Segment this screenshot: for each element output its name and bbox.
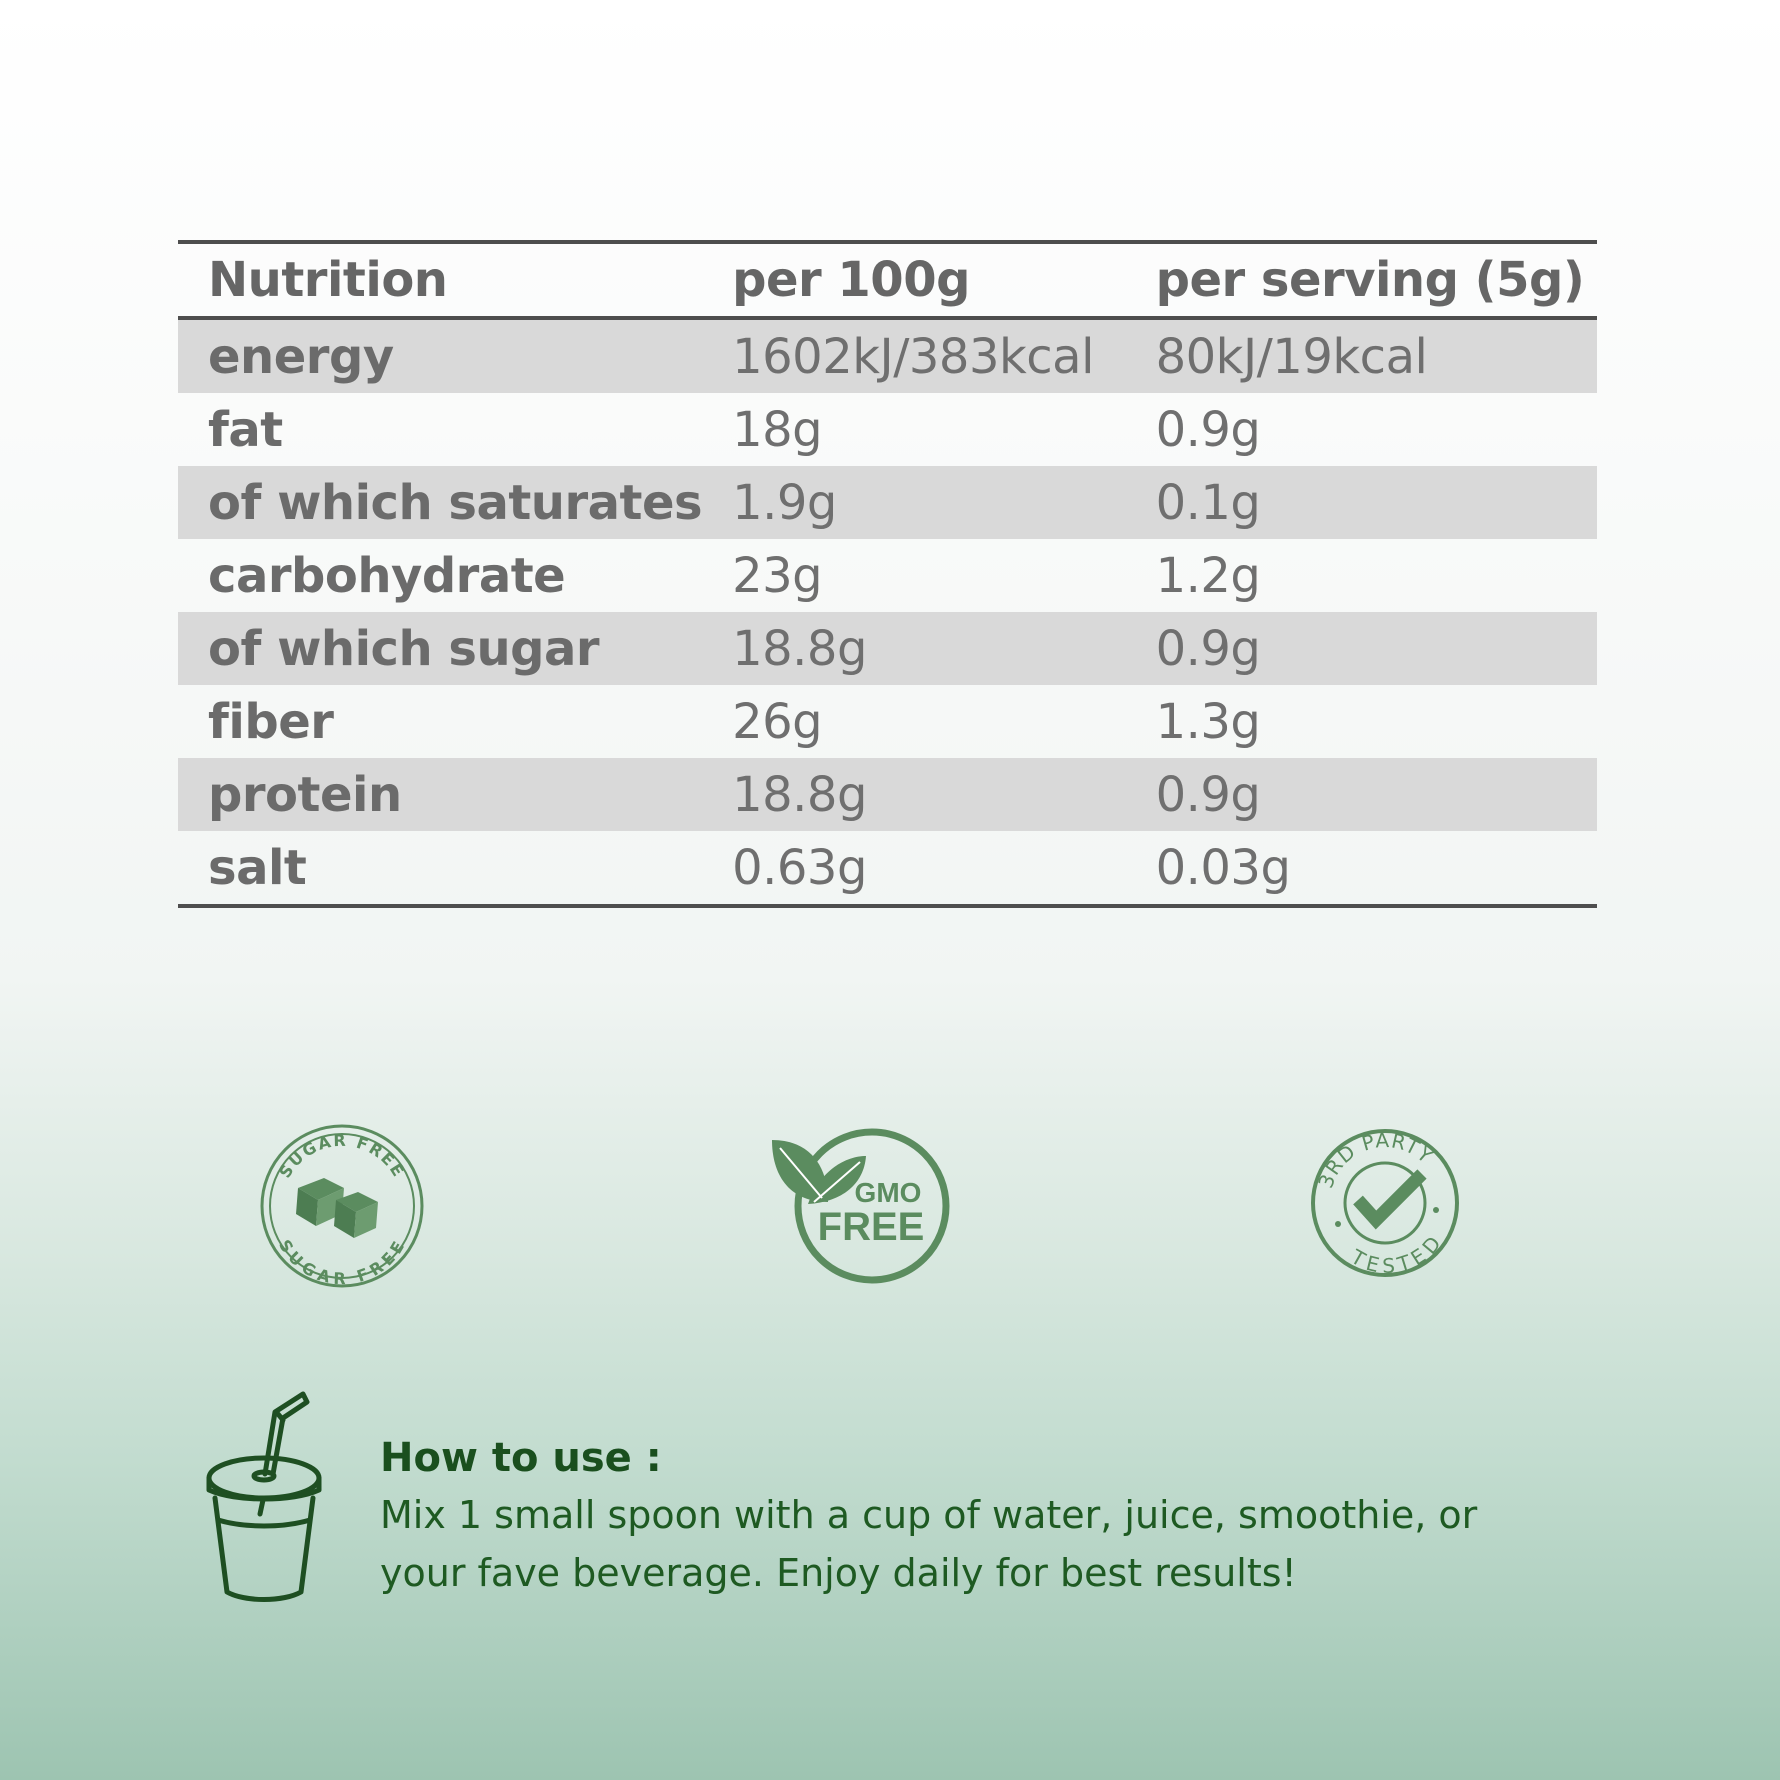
table-row — [178, 318, 1597, 393]
table-row — [178, 612, 1597, 685]
third-party-tested-badge — [1310, 1128, 1460, 1278]
row-label: protein — [178, 758, 702, 831]
sugar-free-bottom-text: SUGAR FREE — [274, 1236, 410, 1289]
table-row — [178, 393, 1597, 466]
row-per-100g: 26g — [732, 693, 823, 750]
dot-icon — [1335, 1221, 1341, 1227]
how-to-use-title: How to use : — [380, 1435, 662, 1481]
table-row — [178, 685, 1597, 758]
row-per-100g: 18g — [732, 401, 823, 458]
row-per-serving: 0.9g — [1126, 758, 1597, 831]
svg-text:SUGAR FREE — [275, 1236, 409, 1288]
header-per-100g: per 100g — [702, 242, 1126, 318]
checkmark-icon — [1358, 1174, 1422, 1220]
third-party-bottom-text: TESTED — [1347, 1230, 1447, 1278]
table-row — [178, 466, 1597, 539]
table-header-row — [178, 242, 1597, 318]
drink-cup-icon — [205, 1390, 325, 1606]
sugar-cube-icon — [296, 1178, 378, 1238]
row-label: salt — [208, 839, 307, 896]
how-to-use-line-2: your fave beverage. Enjoy daily for best results! — [380, 1551, 1297, 1595]
row-per-100g: 23g — [732, 547, 823, 604]
how-to-use-text — [380, 1430, 1560, 1602]
row-per-100g: 1.9g — [702, 466, 1126, 539]
row-per-serving: 0.9g — [1126, 612, 1597, 685]
dot-icon — [1433, 1207, 1439, 1213]
free-text: FREE — [817, 1205, 925, 1249]
sugar-free-badge — [258, 1122, 426, 1290]
row-per-100g: 1602kJ/383kcal — [702, 318, 1126, 393]
row-per-serving: 0.9g — [1155, 401, 1261, 458]
row-per-serving: 1.2g — [1155, 547, 1261, 604]
nutrition-table — [178, 240, 1597, 908]
row-label: fiber — [208, 693, 334, 750]
table-row — [178, 831, 1597, 906]
row-per-serving: 0.1g — [1126, 466, 1597, 539]
header-per-serving: per serving (5g) — [1126, 242, 1597, 318]
row-per-100g: 18.8g — [702, 612, 1126, 685]
row-label: of which saturates — [178, 466, 702, 539]
table-row — [178, 758, 1597, 831]
table-row — [178, 539, 1597, 612]
row-per-100g: 0.63g — [732, 839, 867, 896]
row-per-100g: 18.8g — [702, 758, 1126, 831]
row-label: carbohydrate — [208, 547, 566, 604]
header-nutrition: Nutrition — [178, 242, 702, 318]
nutrition-table-container — [178, 240, 1597, 908]
row-per-serving: 80kJ/19kcal — [1126, 318, 1597, 393]
gmo-text: GMO — [854, 1177, 922, 1208]
how-to-use-line-1: Mix 1 small spoon with a cup of water, juice, smoothie, or — [380, 1493, 1478, 1537]
row-label: of which sugar — [178, 612, 702, 685]
sugar-free-top-text: SUGAR FREE — [275, 1130, 409, 1182]
row-label: fat — [208, 401, 283, 458]
row-label: energy — [178, 318, 702, 393]
row-per-serving: 0.03g — [1155, 839, 1291, 896]
how-to-use-section — [205, 1390, 1605, 1610]
third-party-top-text: 3RD PARTY — [1313, 1128, 1438, 1192]
row-per-serving: 1.3g — [1155, 693, 1261, 750]
gmo-free-badge — [770, 1126, 952, 1286]
svg-text:SUGAR FREE — [275, 1131, 408, 1181]
